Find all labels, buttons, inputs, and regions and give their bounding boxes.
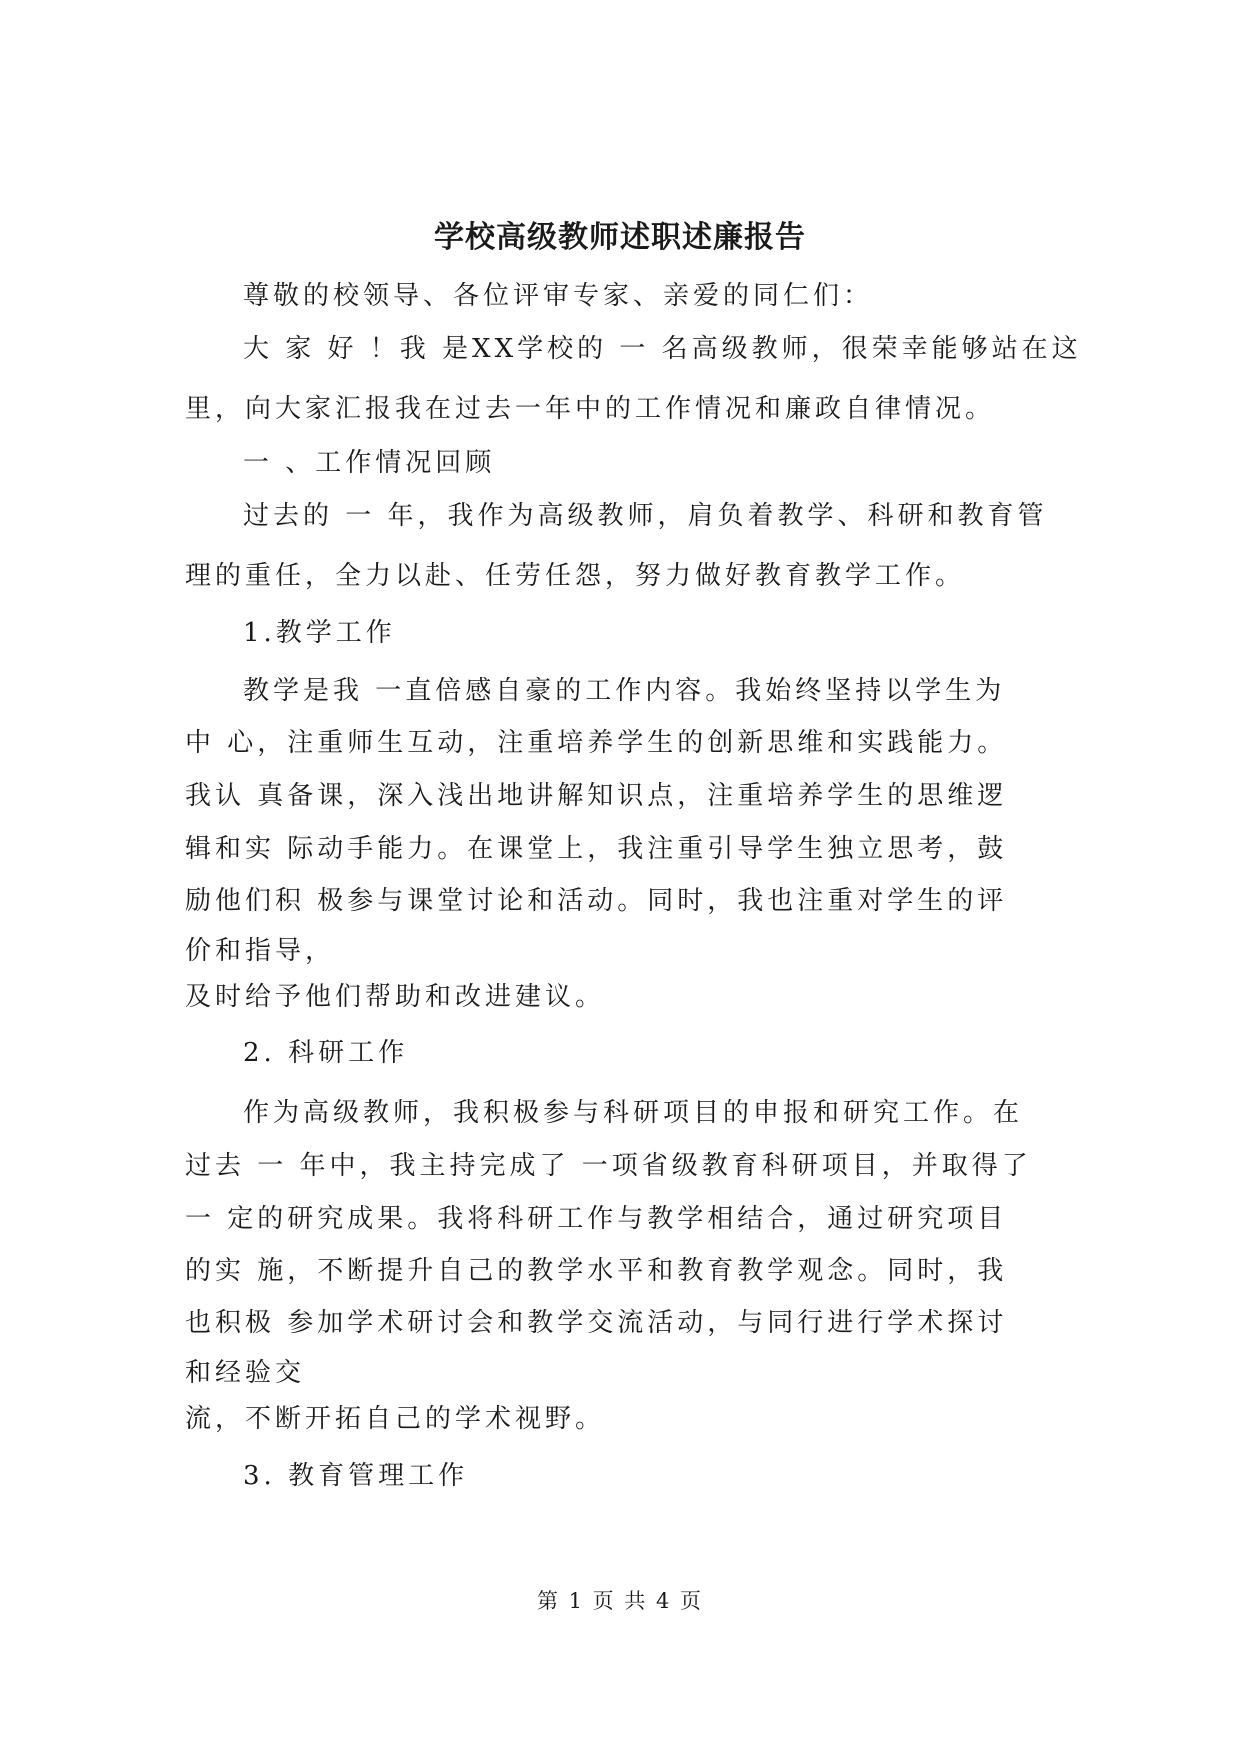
body-line: 作为高级教师，我积极参与科研项目的申报和研究工作。在 [243,1098,1024,1128]
body-line: 中 心，注重师生互动，注重培养学生的创新思维和实践能力。 [185,728,1008,758]
body-line: 流，不断开拓自己的学术视野。 [185,1404,606,1434]
body-line: 的实 施，不断提升自己的教学水平和教育教学观念。同时，我 [185,1256,1008,1286]
salutation-line: 尊敬的校领导、各位评审专家、亲爱的同仁们： [243,281,874,311]
body-line: 和经验交 [185,1358,306,1388]
body-line: 大 家 好 ！我 是XX学校的 一 名高级教师，很荣幸能够站在这 [243,334,1082,364]
subsection-heading: 1.教学工作 [243,618,396,648]
body-line: 励他们积 极参与课堂讨论和活动。同时，我也注重对学生的评 [185,886,1008,916]
body-line: 我认 真备课，深入浅出地讲解知识点，注重培养学生的思维逻 [185,781,1008,811]
body-line: 理的重任，全力以赴、任劳任怨，努力做好教育教学工作。 [185,561,966,591]
document-title: 学校高级教师述职述廉报告 [434,220,806,255]
page-number-footer: 第 1 页 共 4 页 [536,1589,704,1613]
body-line: 及时给予他们帮助和改进建议。 [185,982,606,1012]
subsection-heading: 3. 教育管理工作 [243,1461,469,1491]
subsection-heading: 2. 科研工作 [243,1038,409,1068]
body-line: 教学是我 一直倍感自豪的工作内容。我始终坚持以学生为 [243,676,1006,706]
body-line: 一 定的研究成果。我将科研工作与教学相结合，通过研究项目 [185,1204,1008,1234]
body-line: 过去的 一 年，我作为高级教师，肩负着教学、科研和教育管 [243,501,1048,531]
body-line: 里，向大家汇报我在过去一年中的工作情况和廉政自律情况。 [185,394,996,424]
section-heading: 一 、工作情况回顾 [243,448,496,478]
body-line: 过去 一 年中，我主持完成了 一项省级教育科研项目，并取得了 [185,1151,1032,1181]
body-line: 也积极 参加学术研讨会和教学交流活动，与同行进行学术探讨 [185,1308,1008,1338]
body-line: 辑和实 际动手能力。在课堂上，我注重引导学生独立思考，鼓 [185,834,1008,864]
body-line: 价和指导， [185,936,336,966]
